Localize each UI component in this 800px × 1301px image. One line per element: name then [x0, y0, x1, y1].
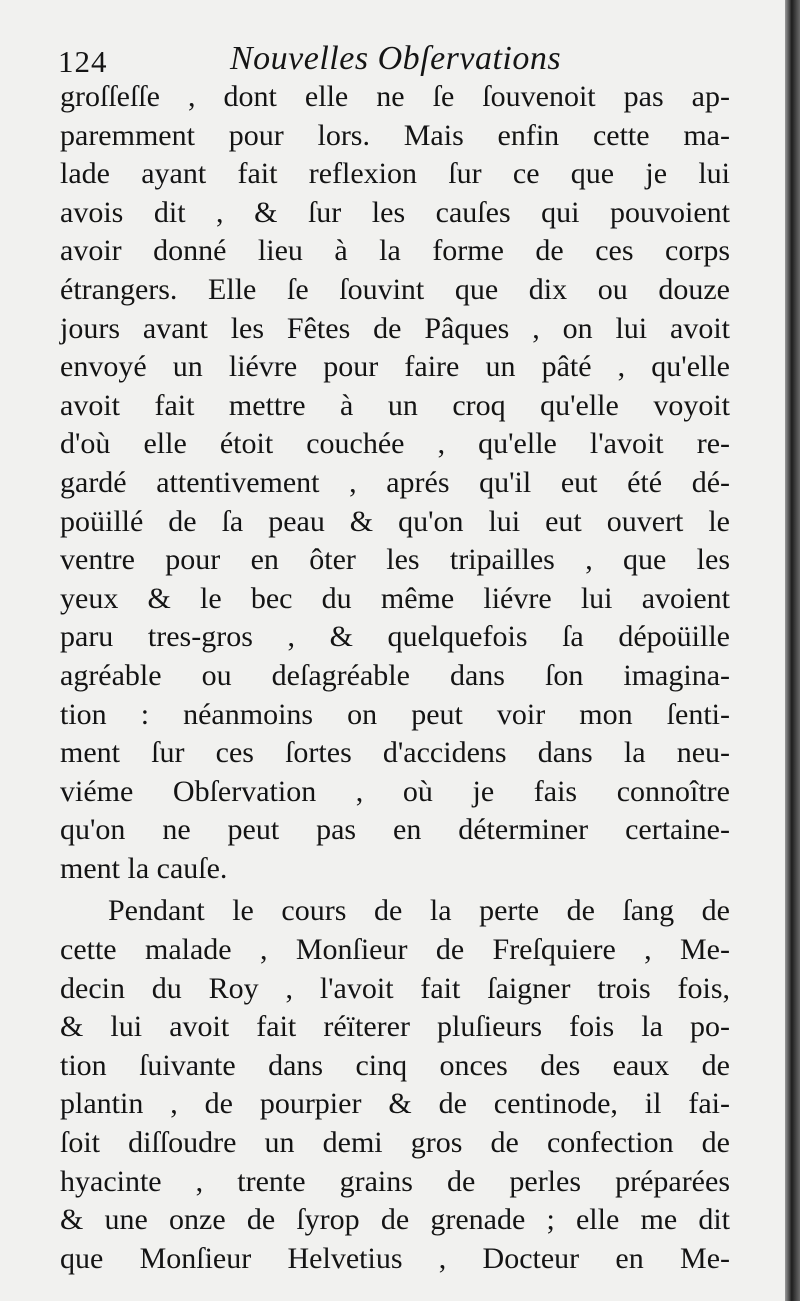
text-line: avoir donné lieu à la forme de ces corps	[60, 234, 730, 268]
text-line: ventre pour en ôter les tripailles , que les	[60, 543, 730, 577]
paragraph-1	[60, 78, 730, 888]
text-line: qu'on ne peut pas en déterminer certaine-	[60, 813, 730, 847]
text-line: groſſeſſe , dont elle ne ſe ſouvenoit pas ap-	[60, 80, 730, 113]
book-gutter-shadow	[785, 0, 800, 1301]
text-line: étrangers. Elle ſe ſouvint que dix ou douze	[60, 272, 730, 306]
text-line: yeux & le bec du même liévre lui avoient	[60, 581, 730, 615]
body-text	[60, 78, 730, 1278]
text-line: ment ſur ces ſortes d'accidens dans la neu-	[60, 736, 730, 770]
text-line: tion ſuivante dans cinq onces des eaux de	[60, 1048, 730, 1082]
text-line: viéme Obſervation , où je fais connoître	[60, 774, 730, 808]
text-line: & une onze de ſyrop de grenade ; elle me dit	[60, 1203, 730, 1237]
text-line: avois dit , & ſur les cauſes qui pouvoient	[60, 195, 730, 229]
paragraph-2	[60, 892, 730, 1278]
text-line: tion : néanmoins on peut voir mon ſenti-	[60, 697, 730, 731]
text-line: paru tres-gros , & quelquefois ſa dépoüille	[60, 620, 730, 654]
text-line: decin du Roy , l'avoit fait ſaigner trois fois,	[60, 971, 730, 1005]
text-line: lade ayant fait reflexion ſur ce que je lui	[60, 157, 730, 191]
text-line: agréable ou deſagréable dans ſon imagina-	[60, 658, 730, 692]
text-line: poüillé de ſa peau & qu'on lui eut ouvert le	[60, 504, 730, 538]
text-line: jours avant les Fêtes de Pâques , on lui avoit	[60, 311, 730, 345]
text-line: envoyé un liévre pour faire un pâté , qu'elle	[60, 350, 730, 384]
running-title: Nouvelles Obſervations	[230, 40, 562, 77]
text-line: avoit fait mettre à un croq qu'elle voyoit	[60, 388, 730, 422]
text-line: plantin , de pourpier & de centinode, il fai-	[60, 1087, 730, 1121]
text-line: ſoit diſſoudre un demi gros de confection de	[60, 1126, 730, 1160]
text-line: d'où elle étoit couchée , qu'elle l'avoit re-	[60, 427, 730, 461]
text-line: & lui avoit fait réïterer pluſieurs fois la po-	[60, 1010, 730, 1044]
text-line: ment la cauſe.	[60, 851, 228, 885]
text-line: Pendant le cours de la perte de ſang de	[108, 894, 730, 928]
text-line: cette malade , Monſieur de Freſquiere , Me-	[60, 933, 730, 967]
text-line: que Monſieur Helvetius , Docteur en Me-	[60, 1241, 730, 1275]
text-line: paremment pour lors. Mais enfin cette ma-	[60, 118, 730, 152]
text-line: gardé attentivement , aprés qu'il eut été dé-	[60, 465, 730, 499]
text-line: hyacinte , trente grains de perles préparées	[60, 1164, 730, 1198]
page-number: 124	[58, 44, 108, 79]
